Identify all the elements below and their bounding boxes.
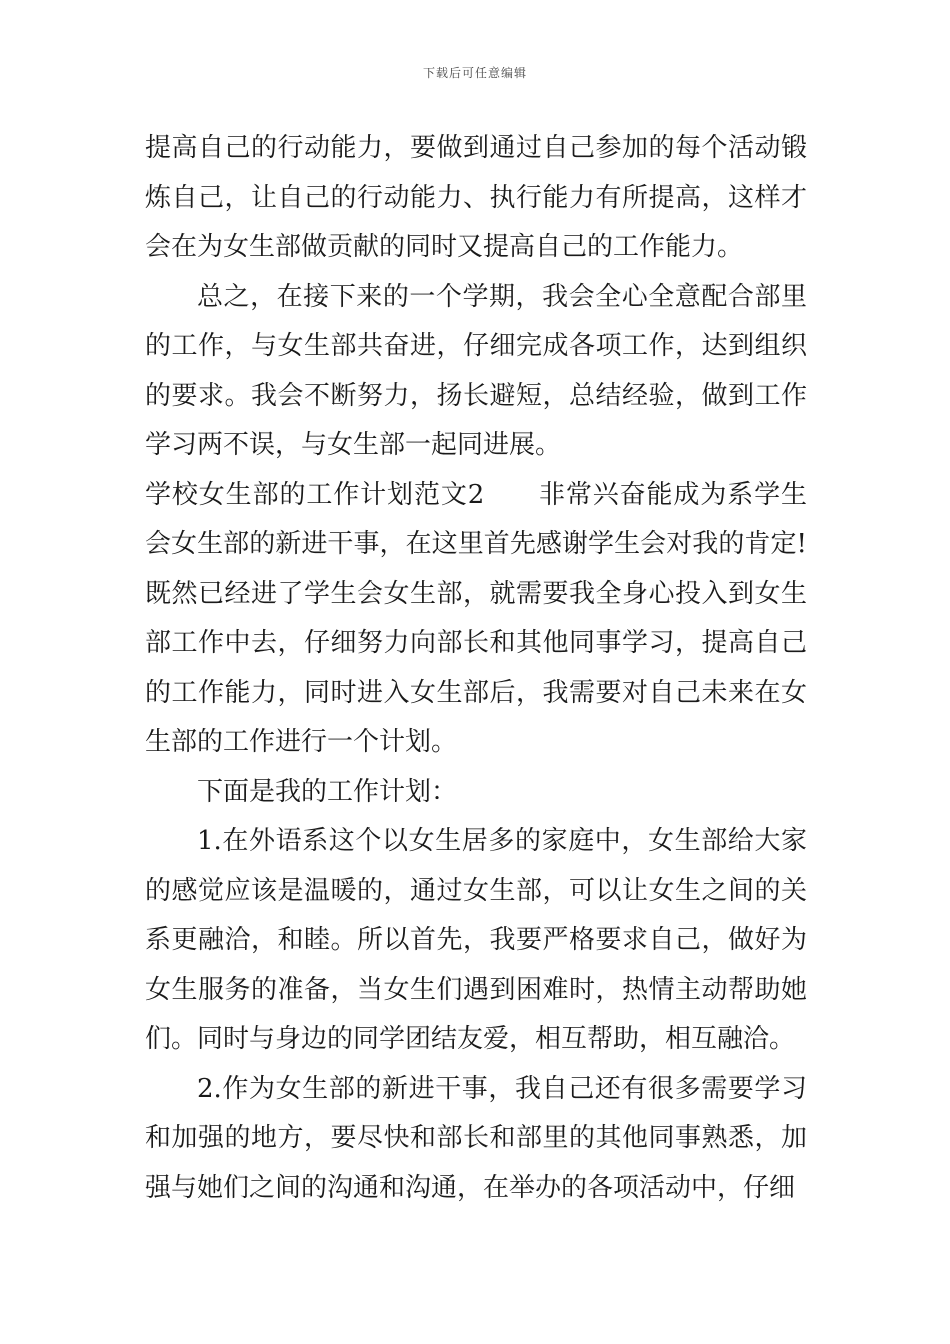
- paragraph-6: 2.作为女生部的新进干事，我自己还有很多需要学习和加强的地方，要尽快和部长和部里的其他同事熟悉，加强与她们之间的沟通和沟通，在举办的各项活动中，仔细: [145, 1073, 807, 1203]
- paragraph-2: 总之，在接下来的一个学期，我会全心全意配合部里的工作，与女生部共奋进，仔细完成各项工作，达到组织的要求。我会不断努力，扬长避短，总结经验，做到工作学习两不误，与女生部一起同进展。: [145, 281, 807, 460]
- page-header: 下载后可任意编辑: [422, 66, 527, 80]
- paragraph-5: 1.在外语系这个以女生居多的家庭中，女生部给大家的感觉应该是温暖的，通过女生部，可以让女生之间的关系更融洽，和睦。所以首先，我要严格要求自己，做好为女生服务的准备，当女生们遇到困难时，热情主动帮助她们。同时与身边的同学团结友爱，相互帮助，相互融洽。: [145, 826, 807, 1054]
- paragraph-1: 提高自己的行动能力，要做到通过自己参加的每个活动锻炼自己，让自己的行动能力、执行能力有所提高，这样才会在为女生部做贡献的同时又提高自己的工作能力。: [145, 133, 807, 262]
- document-body: [145, 124, 807, 1213]
- paragraph-3: 学校女生部的工作计划范文2 非常兴奋能成为系学生会女生部的新进干事，在这里首先感谢学生会对我的肯定!既然已经进了学生会女生部，就需要我全身心投入到女生部工作中去，仔细努力向部长和其他同事学习，提高自己的工作能力，同时进入女生部后，我需要对自己未来在女生部的工作进行一个计划。: [145, 479, 807, 757]
- paragraph-4: 下面是我的工作计划：: [197, 776, 458, 807]
